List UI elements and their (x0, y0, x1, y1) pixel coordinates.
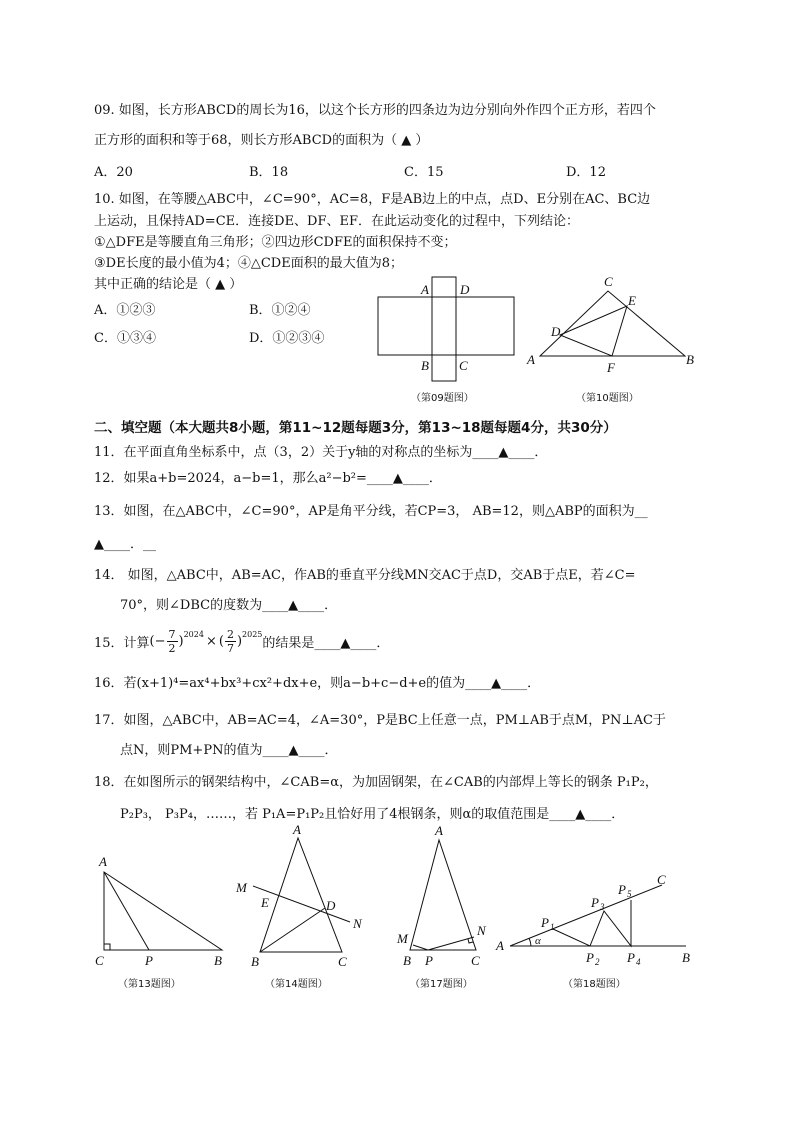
fig14-label-e: E (261, 895, 269, 910)
fig18-label-p3-sub: 3 (600, 902, 605, 912)
fig9-label-a: A (421, 282, 429, 297)
fig17-segment-pm (413, 945, 428, 950)
fig17-label-c: C (471, 953, 480, 968)
q10-line4: ③DE长度的最小值为4；④△CDE面积的最大值为8； (94, 256, 403, 271)
figure-13 (104, 872, 222, 950)
fig18-label-p4: P (627, 950, 635, 965)
fig10-label-c: C (604, 274, 613, 289)
q14-line2: 70°，则∠DBC的度数为____▲____． (120, 598, 338, 613)
fig9-label-c: C (459, 358, 468, 373)
fig17-label-m: M (397, 931, 408, 946)
fig18-label-p5: P (618, 882, 626, 897)
fig14-label-m: M (236, 880, 247, 895)
q9-line1: 09. 如图，长方形ABCD的周长为16，以这个长方形的四条边为边分别向外作四个正方形，若四个 (94, 103, 656, 118)
fig18-label-alpha: α (535, 935, 541, 947)
figure-09 (378, 277, 514, 381)
q18-line1: 18．在如图所示的钢架结构中，∠CAB=α，为加固钢架，在∠CAB的内部焊上等长的钢条 P₁P₂， (94, 775, 658, 790)
q17-line1: 17．如图，△ABC中，AB=AC=4，∠A=30°，P是BC上任意一点，PM⊥AB于点M，PN⊥AC于 (94, 713, 666, 728)
figure-10 (540, 291, 685, 356)
q10-line5: 其中正确的结论是（ ▲ ） (94, 277, 243, 292)
fig18-alpha-arc (529, 938, 531, 946)
fig9-label-b: B (421, 358, 429, 373)
fig18-label-p5-sub: 5 (627, 889, 632, 899)
fig10-label-f: F (607, 360, 615, 375)
fig18-label-b: B (682, 950, 690, 965)
fig14-label-n: N (353, 916, 362, 931)
q18-line2: P₂P₃， P₃P₄，……，若 P₁A=P₁P₂且恰好用了4根钢条，则α的取值范围是____▲____． (120, 807, 625, 822)
fig10-caption: （第10题图） (576, 393, 639, 404)
fig13-caption: （第13题图） (118, 979, 181, 990)
q15-frac1-numerator: 7 (168, 628, 176, 641)
fig14-label-c: C (338, 954, 347, 969)
fig10-label-a: A (527, 352, 535, 367)
q13-line1: 13．如图，在△ABC中，∠C=90°，AP是角平分线，若CP=3， AB=12，则△ABP的面积为__ (94, 504, 648, 519)
fig13-bisector-ap (104, 872, 149, 950)
fig18-ray-ac (510, 885, 662, 946)
q14-line1: 14． 如图，△ABC中，AB=AC，作AB的垂直平分线MN交AC于点D，交AB于点E，若∠C= (94, 568, 636, 583)
fig18-label-a: A (496, 938, 504, 953)
q13-line2: ▲____．__ (94, 537, 156, 552)
q15-fraction-2 (225, 628, 236, 655)
fig13-label-c: C (95, 953, 104, 968)
fig14-label-d: D (326, 898, 336, 913)
fig14-label-a: A (293, 822, 301, 837)
fig9-label-d: D (460, 282, 470, 297)
fig18-label-c: C (657, 872, 666, 887)
q10-line1: 10. 如图，在等腰△ABC中，∠C=90°，AC=8，F是AB边上的中点，点D、E分别在AC、BC边 (94, 192, 651, 207)
q10-option-c: C．①③④ (94, 331, 156, 346)
q10-option-b: B．①②④ (249, 303, 311, 318)
q15-frac1-denominator: 2 (168, 642, 176, 655)
q9-option-a: A．20 (94, 165, 133, 180)
fig13-label-b: B (214, 953, 222, 968)
fig17-label-b: B (403, 953, 411, 968)
q15: 15．计算 (− $\frac{7}{2}$ ) $^{2024}$ × ( $\frac{2}{7}$ ) $^{2025}$ 的结果是____▲____． (94, 628, 390, 655)
fig17-caption: （第17题图） (410, 979, 473, 990)
fig18-label-p1: P (541, 915, 549, 930)
q15-suffix: 的结果是____▲____． (262, 636, 390, 651)
q9-line2: 正方形的面积和等于68，则长方形ABCD的面积为（ ▲ ） (94, 133, 429, 148)
fig9-vertical-rect (432, 277, 456, 381)
q9-option-c: C．15 (404, 165, 444, 180)
fig18-label-p2: P (586, 950, 594, 965)
fig14-segment-bd (260, 908, 325, 952)
fig17-segment-pn (428, 937, 474, 950)
fig17-label-a: A (435, 823, 443, 838)
q15-exponent-1: 2024 (183, 630, 204, 639)
q15-fraction-1 (167, 628, 178, 655)
fig10-label-b: B (686, 352, 694, 367)
fig17-triangle (410, 840, 476, 950)
fig18-label-p4-sub: 4 (636, 957, 641, 967)
q10-line2: 上运动，且保持AD=CE．连接DE、DF、EF．在此运动变化的过程中，下列结论： (94, 214, 580, 229)
q10-line3: ①△DFE是等腰直角三角形；②四边形CDFE的面积保持不变； (94, 235, 457, 250)
fig14-triangle (260, 838, 342, 952)
fig18-label-p2-sub: 2 (595, 957, 600, 967)
q15-frac2-denominator: 7 (226, 642, 234, 655)
fig9-caption: （第09题图） (411, 393, 474, 404)
fig9-horizontal-rect (378, 297, 514, 355)
q10-option-a: A．①②③ (94, 303, 156, 318)
q12: 12．如果a+b=2024，a−b=1，那么a²−b²=____▲____． (94, 471, 442, 486)
q15-prefix: 15．计算 (94, 636, 150, 651)
fig18-label-p1-sub: 1 (550, 922, 555, 932)
fig18-caption: （第18题图） (563, 979, 626, 990)
fig13-label-a: A (99, 854, 107, 869)
q11: 11．在平面直角坐标系中，点（3，2）关于y轴的对称点的坐标为____▲____． (94, 445, 548, 460)
section2-title: 二、填空题（本大题共8小题，第11~12题每题3分，第13~18题每题4分，共30分） (94, 420, 617, 436)
fig18-label-p3: P (591, 895, 599, 910)
fig14-label-b: B (251, 954, 259, 969)
fig10-label-e: E (628, 293, 636, 308)
fig13-right-angle-mark (104, 944, 110, 950)
q9-option-b: B．18 (249, 165, 289, 180)
fig10-triangle-acb (540, 291, 685, 356)
fig14-caption: （第14题图） (265, 979, 328, 990)
figure-17 (410, 840, 476, 950)
fig13-label-p: P (145, 953, 153, 968)
q15-exponent-2: 2025 (242, 630, 263, 639)
q9-option-d: D．12 (566, 165, 606, 180)
q15-frac2-numerator: 2 (226, 628, 234, 641)
fig17-label-p: P (425, 953, 433, 968)
fig13-triangle (104, 872, 222, 950)
q16: 16．若(x+1)⁴=ax⁴+bx³+cx²+dx+e，则a−b+c−d+e的值为____▲____． (94, 676, 541, 691)
fig10-triangle-def (560, 306, 627, 356)
q10-option-d: D．①②③④ (249, 331, 325, 346)
fig10-label-d: D (551, 324, 561, 339)
q17-line2: 点N，则PM+PN的值为____▲____． (120, 743, 338, 758)
fig17-label-n: N (477, 923, 486, 938)
